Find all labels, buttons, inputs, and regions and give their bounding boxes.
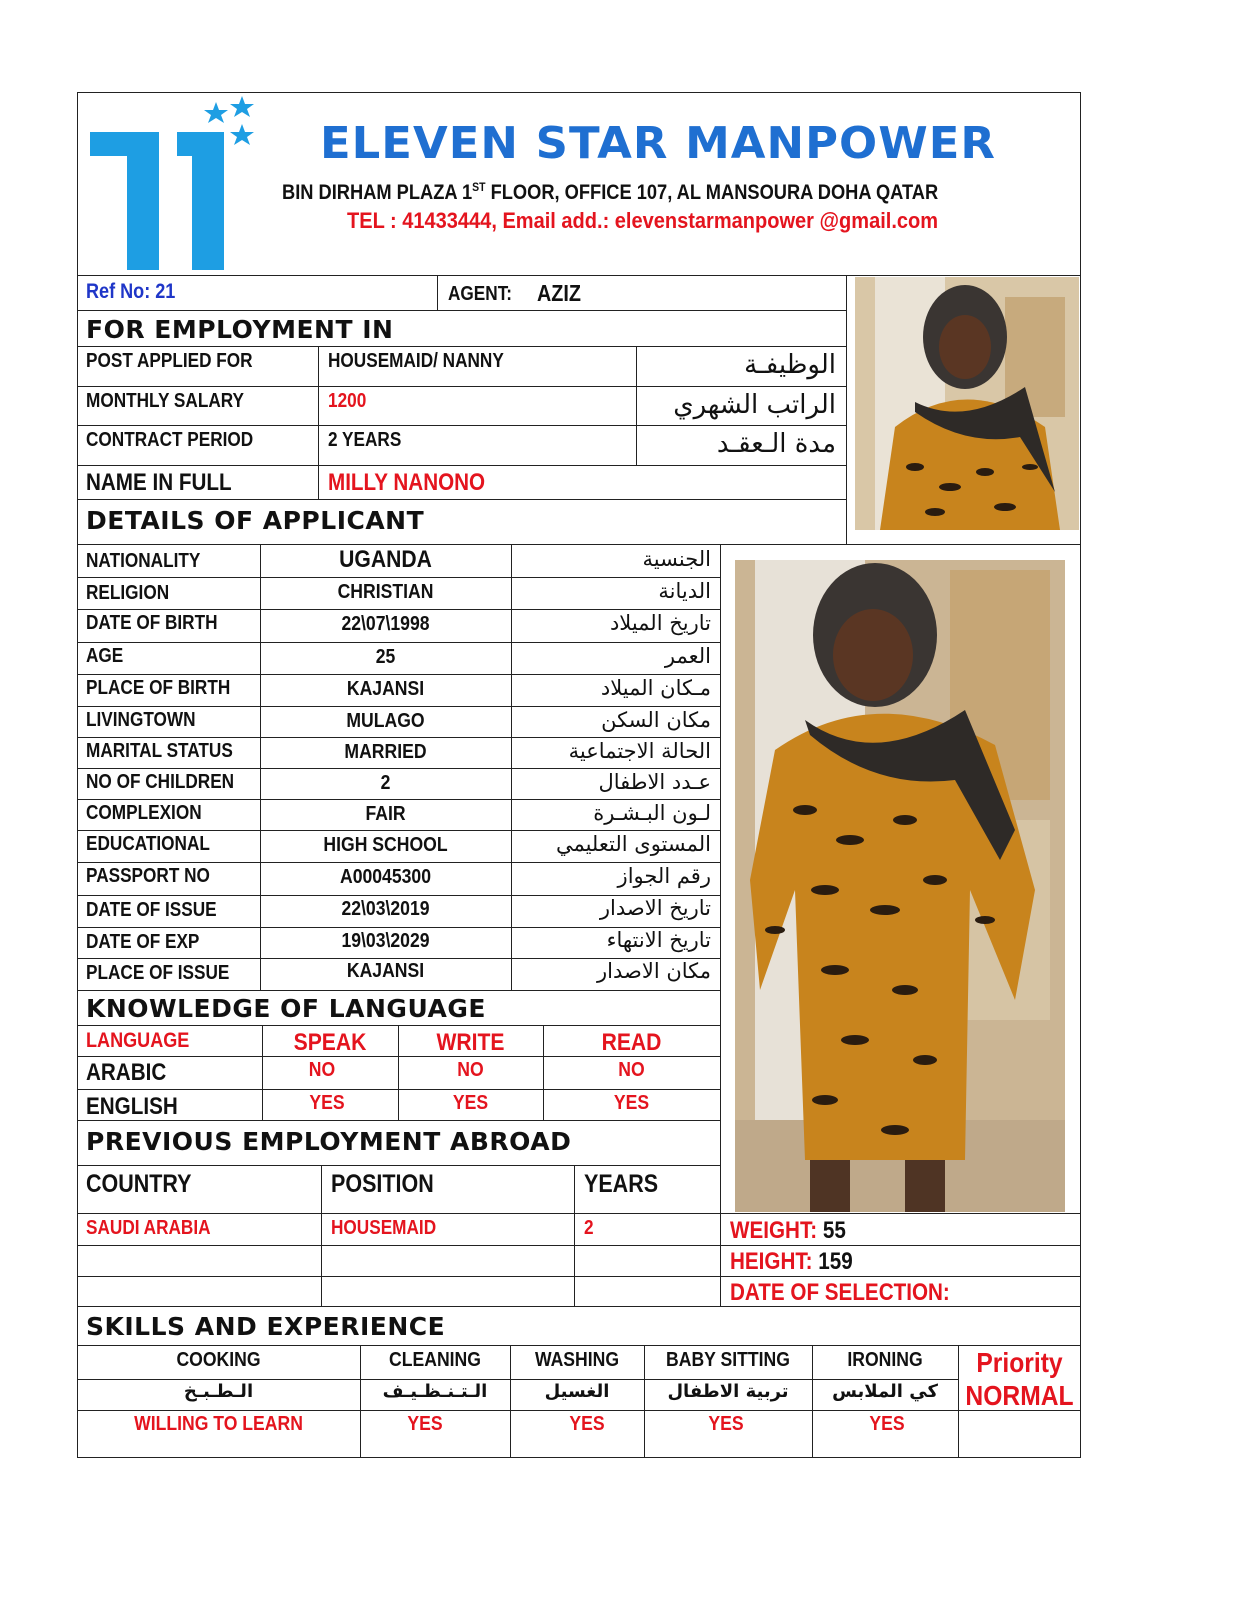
language-read: NO: [618, 1059, 645, 1081]
section-title-language: KNOWLEDGE OF LANGUAGE: [86, 994, 486, 1023]
divider: [77, 1306, 1081, 1307]
detail-arabic: الديانة: [658, 579, 711, 603]
years-header: YEARS: [584, 1170, 659, 1198]
divider: [77, 862, 720, 863]
divider: [77, 1165, 720, 1166]
divider: [321, 1165, 322, 1306]
weight: [730, 1217, 846, 1245]
detail-label: DATE OF ISSUE: [86, 899, 217, 921]
language-speak: NO: [308, 1059, 336, 1081]
detail-label: NO OF CHILDREN: [86, 771, 235, 793]
logo-eleven-mark: [90, 132, 224, 270]
applicant-photo-large: [735, 560, 1065, 1212]
detail-label: PLACE OF ISSUE: [86, 962, 230, 984]
divider: [77, 1120, 720, 1121]
previous-country: SAUDI ARABIA: [86, 1217, 211, 1239]
logo: [84, 94, 264, 274]
height-value: 159: [818, 1248, 853, 1275]
detail-label: DATE OF EXP: [86, 931, 200, 953]
detail-value: 22\03\2019: [341, 898, 430, 920]
company-address: [282, 180, 938, 205]
detail-value: CHRISTIAN: [337, 581, 434, 603]
divider: [77, 1345, 1081, 1346]
detail-label: RELIGION: [86, 582, 170, 604]
skill-arabic: كي الملابس: [832, 1381, 938, 1402]
applicant-photo-small: [855, 277, 1079, 530]
divider: [77, 499, 847, 500]
section-title-employment: FOR EMPLOYMENT IN: [86, 315, 394, 344]
name-value: MILLY NANONO: [328, 469, 486, 496]
detail-label: LIVINGTOWN: [86, 709, 196, 731]
detail-value: A00045300: [339, 866, 432, 888]
detail-arabic: تاريخ الاصدار: [599, 896, 711, 920]
divider: [77, 674, 720, 675]
language-read: YES: [613, 1092, 650, 1114]
priority-label: Priority: [976, 1347, 1063, 1378]
skill-arabic: تربية الاطفال: [667, 1381, 789, 1402]
detail-value: HIGH SCHOOL: [323, 834, 448, 856]
read-header: READ: [601, 1029, 662, 1056]
detail-value: KAJANSI: [346, 960, 425, 982]
language-name: ARABIC: [86, 1059, 167, 1086]
divider: [543, 1025, 544, 1120]
divider: [77, 1379, 958, 1380]
write-header: WRITE: [436, 1029, 505, 1056]
height-label: HEIGHT:: [730, 1248, 813, 1275]
address-text: BIN DIRHAM PLAZA 1: [282, 181, 473, 204]
address-sup: ST: [472, 180, 486, 194]
skill-name: CLEANING: [389, 1349, 481, 1371]
divider: [77, 830, 720, 831]
salary-value: 1200: [328, 390, 367, 412]
detail-arabic: مـكان الميلاد: [600, 676, 711, 700]
detail-arabic: تاريخ الانتهاء: [606, 928, 711, 952]
company-contact: TEL : 41433444, Email add.: elevenstarmanpower @gmail.com: [347, 208, 939, 233]
language-speak: YES: [309, 1092, 345, 1114]
photo-illustration: [735, 560, 1065, 1212]
divider: [77, 425, 847, 426]
weight-label: WEIGHT:: [730, 1217, 818, 1244]
divider: [77, 1245, 1081, 1246]
divider: [77, 768, 720, 769]
detail-value: 25: [375, 646, 396, 668]
previous-position: HOUSEMAID: [331, 1217, 437, 1239]
contract-label: CONTRACT PERIOD: [86, 429, 254, 451]
divider: [77, 577, 720, 578]
detail-arabic: مكان الاصدار: [597, 959, 711, 983]
detail-arabic: المستوى التعليمي: [555, 832, 711, 856]
divider: [77, 737, 720, 738]
detail-label: AGE: [86, 645, 124, 667]
language-write: YES: [452, 1092, 489, 1114]
skill-value: YES: [708, 1413, 744, 1435]
detail-label: PLACE OF BIRTH: [86, 677, 231, 699]
agent-value: AZIZ: [537, 280, 581, 306]
detail-value: UGANDA: [339, 546, 432, 573]
divider: [511, 544, 512, 990]
address-text-2: FLOOR, OFFICE 107, AL MANSOURA DOHA QATAR: [485, 181, 939, 204]
divider: [77, 799, 720, 800]
detail-value: KAJANSI: [346, 678, 425, 700]
height: [730, 1248, 853, 1276]
section-title-previous: PREVIOUS EMPLOYMENT ABROAD: [86, 1127, 572, 1156]
position-header: POSITION: [331, 1170, 434, 1198]
skill-arabic: الغسيل: [544, 1381, 610, 1402]
divider: [77, 386, 847, 387]
detail-arabic: مكان السكن: [601, 708, 711, 732]
detail-label: NATIONALITY: [86, 550, 201, 572]
language-write: NO: [457, 1059, 484, 1081]
divider: [77, 346, 847, 347]
divider: [318, 346, 319, 499]
detail-label: PASSPORT NO: [86, 865, 210, 887]
divider: [958, 1345, 959, 1458]
divider: [437, 276, 438, 310]
language-header: LANGUAGE: [86, 1029, 190, 1052]
post-arabic: الوظيفـة: [744, 350, 836, 380]
photo-illustration: [855, 277, 1079, 530]
divider: [77, 990, 720, 991]
skill-name: IRONING: [847, 1349, 923, 1371]
ref-number: Ref No: 21: [86, 280, 176, 303]
company-name: ELEVEN STAR MANPOWER: [320, 118, 996, 169]
detail-value: 22\07\1998: [341, 613, 430, 635]
divider: [77, 1276, 1081, 1277]
detail-arabic: عـدد الاطفال: [598, 770, 711, 794]
skill-value: WILLING TO LEARN: [134, 1413, 303, 1435]
detail-value: MARRIED: [344, 741, 427, 763]
speak-header: SPEAK: [293, 1029, 367, 1056]
language-name: ENGLISH: [86, 1093, 178, 1120]
divider: [720, 544, 721, 1306]
detail-arabic: الجنسية: [642, 547, 711, 571]
post-value: HOUSEMAID/ NANNY: [328, 350, 504, 372]
detail-arabic: لـون البـشـرة: [593, 801, 711, 825]
skill-name: BABY SITTING: [666, 1349, 790, 1371]
skill-value: YES: [407, 1413, 443, 1435]
contract-arabic: مدة الـعقـد: [716, 429, 836, 459]
divider: [846, 276, 847, 544]
divider: [77, 642, 720, 643]
detail-label: MARITAL STATUS: [86, 740, 233, 762]
detail-value: FAIR: [365, 803, 406, 825]
divider: [77, 609, 720, 610]
skill-name: COOKING: [176, 1349, 261, 1371]
detail-value: 19\03\2029: [341, 930, 430, 952]
section-title-skills: SKILLS AND EXPERIENCE: [86, 1312, 446, 1341]
divider: [574, 1165, 575, 1306]
skill-arabic: الـتـنـظـيـف: [382, 1381, 488, 1402]
salary-arabic: الراتب الشهري: [673, 390, 836, 420]
priority-value: NORMAL: [965, 1380, 1074, 1411]
detail-arabic: العمر: [664, 644, 711, 668]
divider: [77, 706, 720, 707]
divider: [77, 1056, 720, 1057]
detail-label: COMPLEXION: [86, 802, 202, 824]
post-label: POST APPLIED FOR: [86, 350, 253, 372]
divider: [77, 310, 847, 311]
salary-label: MONTHLY SALARY: [86, 390, 245, 412]
skill-name: WASHING: [534, 1349, 620, 1371]
skill-arabic: الـطـبـخ: [183, 1381, 254, 1402]
weight-value: 55: [822, 1217, 846, 1244]
skill-value: YES: [869, 1413, 905, 1435]
name-label: NAME IN FULL: [86, 469, 232, 496]
agent-label: AGENT:: [448, 283, 513, 305]
detail-label: DATE OF BIRTH: [86, 612, 218, 634]
detail-label: EDUCATIONAL: [86, 833, 210, 855]
divider: [636, 346, 637, 465]
skill-value: YES: [569, 1413, 605, 1435]
detail-arabic: تاريخ الميلاد: [609, 611, 711, 635]
detail-value: 2: [380, 772, 391, 794]
divider: [77, 544, 1081, 545]
divider: [77, 1410, 1081, 1411]
divider: [260, 544, 261, 990]
detail-arabic: الحالة الاجتماعية: [568, 739, 711, 763]
section-title-details: DETAILS OF APPLICANT: [86, 506, 425, 535]
country-header: COUNTRY: [86, 1170, 192, 1198]
detail-value: MULAGO: [346, 710, 425, 732]
date-of-selection-label: DATE OF SELECTION:: [730, 1279, 950, 1306]
divider: [77, 1213, 1081, 1214]
divider: [77, 465, 847, 466]
detail-arabic: رقم الجواز: [617, 864, 711, 888]
previous-years: 2: [584, 1217, 594, 1239]
divider: [77, 275, 1081, 276]
contract-value: 2 YEARS: [328, 429, 402, 451]
divider: [262, 1025, 263, 1120]
divider: [398, 1025, 399, 1120]
divider: [77, 1089, 720, 1090]
